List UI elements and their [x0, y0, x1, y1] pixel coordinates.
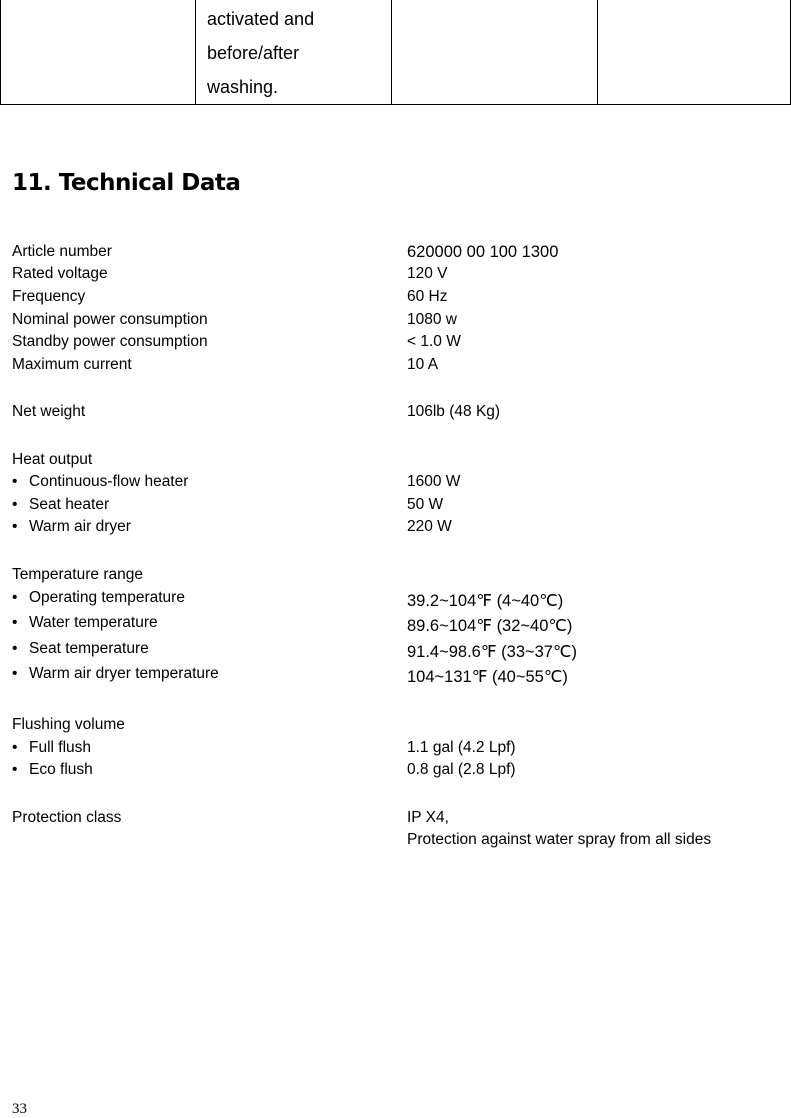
spec-label: Full flush — [29, 739, 92, 756]
bullet-icon: • — [12, 665, 18, 682]
spec-row-eco-flush — [0, 761, 791, 779]
spec-label: Warm air dryer temperature — [29, 665, 219, 682]
spec-value: 60 Hz — [407, 288, 448, 305]
spec-row-net-weight — [0, 403, 791, 421]
spec-heading: Temperature range — [12, 566, 143, 583]
spec-label: Maximum current — [12, 356, 132, 373]
bullet-icon: • — [12, 473, 18, 490]
spec-label: Frequency — [12, 288, 86, 305]
cell-line: activated and — [207, 9, 315, 29]
spec-value: 1600 W — [407, 473, 461, 490]
spec-heading-temperature-range — [0, 566, 791, 584]
bullet-icon: • — [12, 761, 18, 778]
spec-row-full-flush — [0, 739, 791, 757]
bullet-icon: • — [12, 518, 18, 535]
spec-row-heater — [0, 473, 791, 491]
spec-value: 39.2~104℉ (4~40℃) — [407, 592, 564, 610]
bullet-icon: • — [12, 739, 18, 756]
spec-row-nominal-power — [0, 311, 791, 329]
spec-row-water-temp — [0, 614, 791, 635]
spec-value: 106lb (48 Kg) — [407, 403, 501, 420]
spec-value: 10 A — [407, 356, 439, 373]
spec-label: Operating temperature — [29, 589, 185, 606]
bullet-icon: • — [12, 614, 18, 631]
spec-value: 104~131℉ (40~55℃) — [407, 668, 568, 686]
spec-label: Continuous-flow heater — [29, 473, 189, 490]
spec-value: 120 V — [407, 265, 448, 282]
section-title: 11. Technical Data — [12, 170, 241, 196]
spec-row-seat-heater — [0, 496, 791, 514]
spec-value: 220 W — [407, 518, 452, 535]
spec-row-dryer-temp — [0, 665, 791, 686]
bullet-icon: • — [12, 589, 18, 606]
spec-row-rated-voltage — [0, 265, 791, 283]
spec-label: Seat temperature — [29, 640, 149, 657]
spec-value: 89.6~104℉ (32~40℃) — [407, 617, 573, 635]
spec-value: < 1.0 W — [407, 333, 461, 350]
spec-row-frequency — [0, 288, 791, 306]
spec-value: 1.1 gal (4.2 Lpf) — [407, 739, 516, 756]
spec-heading-heat-output — [0, 451, 791, 469]
spec-row-seat-temp — [0, 640, 791, 661]
spec-row-air-dryer — [0, 518, 791, 536]
spec-row-standby-power — [0, 333, 791, 351]
spec-value: IP X4, — [407, 809, 449, 826]
spec-row-operating-temp — [0, 589, 791, 610]
spec-row-protection-class — [0, 809, 791, 827]
spec-heading: Flushing volume — [12, 716, 125, 733]
bullet-icon: • — [12, 640, 18, 657]
spec-heading-flushing-volume — [0, 716, 791, 734]
spec-label: Warm air dryer — [29, 518, 131, 535]
spec-label: Standby power consumption — [12, 333, 208, 350]
spec-heading: Heat output — [12, 451, 93, 468]
spec-label: Eco flush — [29, 761, 93, 778]
spec-label: Water temperature — [29, 614, 158, 631]
cell-line: washing. — [207, 77, 279, 97]
table-cell-empty — [598, 0, 791, 105]
spec-value: Protection against water spray from all sides — [407, 831, 712, 848]
spec-label: Rated voltage — [12, 265, 108, 282]
bullet-icon: • — [12, 496, 18, 513]
table-fragment — [0, 0, 791, 105]
spec-value: 620000 00 100 1300 — [407, 243, 559, 261]
spec-value: 91.4~98.6℉ (33~37℃) — [407, 643, 578, 661]
page-number: 33 — [12, 1101, 27, 1117]
table-cell-empty — [392, 0, 598, 105]
table-cell-empty — [1, 0, 196, 105]
spec-label: Net weight — [12, 403, 86, 420]
spec-row-protection-detail — [0, 831, 791, 849]
spec-label: Protection class — [12, 809, 122, 826]
cell-line: before/after — [207, 43, 300, 63]
spec-value: 50 W — [407, 496, 444, 513]
table-cell-text — [196, 0, 392, 105]
spec-label: Nominal power consumption — [12, 311, 208, 328]
spec-value: 0.8 gal (2.8 Lpf) — [407, 761, 516, 778]
spec-row-article-number — [0, 243, 791, 261]
spec-label: Seat heater — [29, 496, 110, 513]
spec-value: 1080 w — [407, 311, 457, 328]
spec-row-max-current — [0, 356, 791, 374]
spec-label: Article number — [12, 243, 112, 260]
